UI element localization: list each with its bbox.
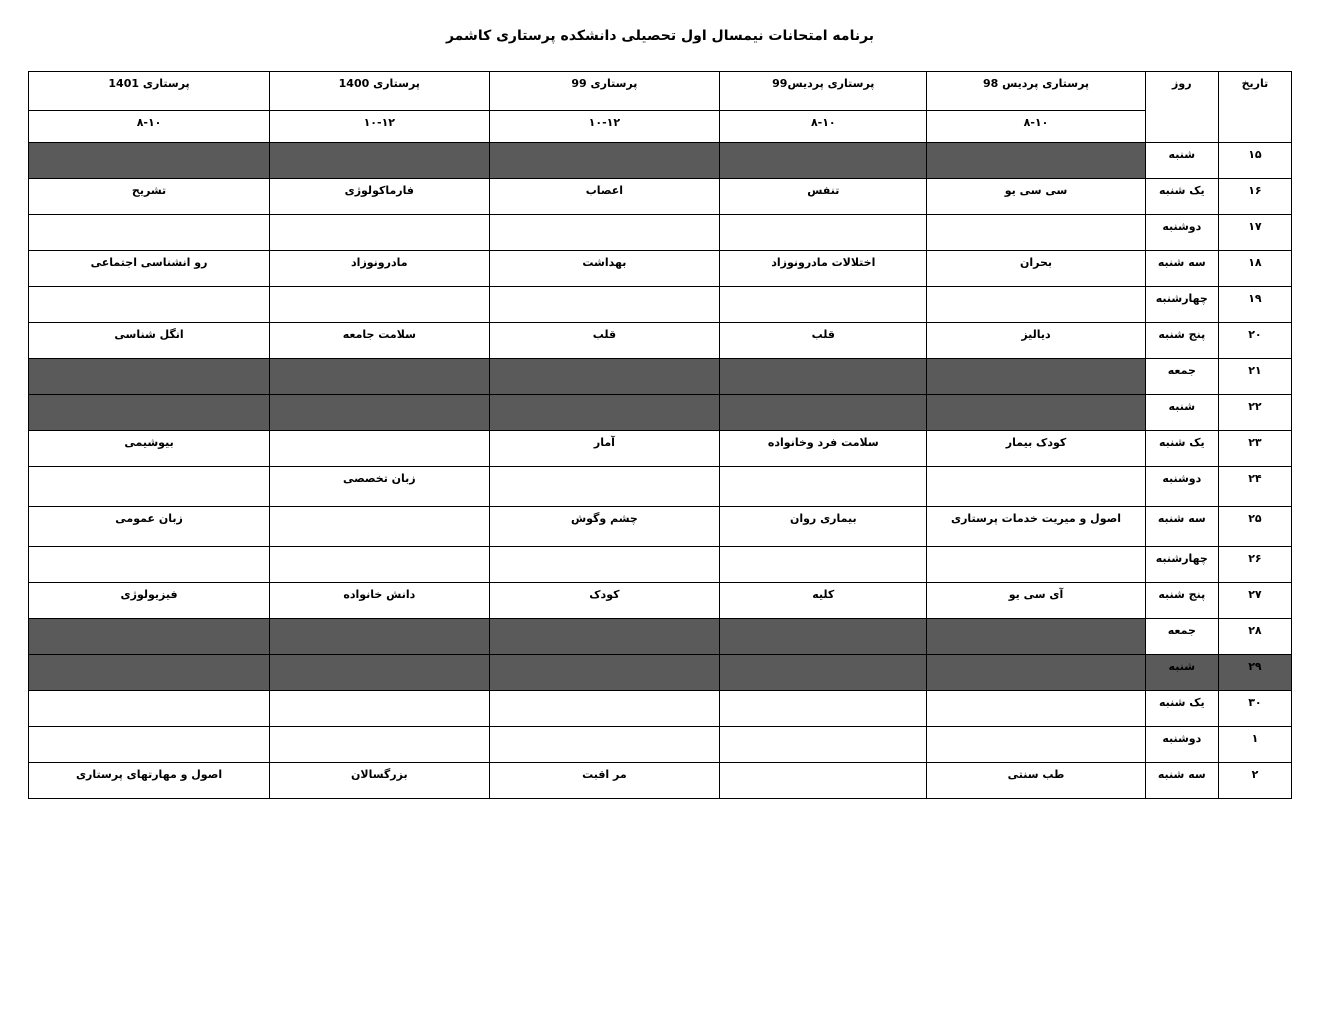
- day-cell: پنج شنبه: [1145, 323, 1218, 359]
- exam-cell: [927, 547, 1145, 583]
- page-title: برنامه امتحانات نیمسال اول تحصیلی دانشکده پرستاری کاشمر: [445, 28, 875, 44]
- exam-cell: کودک بیمار: [927, 431, 1145, 467]
- day-cell: دوشنبه: [1145, 215, 1218, 251]
- exam-cell: [489, 547, 720, 583]
- day-cell: چهارشنبه: [1145, 287, 1218, 323]
- group-header: پرستاری پردیس 98: [927, 72, 1145, 111]
- exam-cell: [29, 547, 270, 583]
- group-header: پرستاری پردیس99: [720, 72, 927, 111]
- date-cell: ۲: [1218, 763, 1291, 799]
- day-cell: دوشنبه: [1145, 467, 1218, 507]
- exam-cell: سی سی یو: [927, 179, 1145, 215]
- day-cell: یک شنبه: [1145, 179, 1218, 215]
- exam-cell: قلب: [489, 323, 720, 359]
- exam-cell: [720, 655, 927, 691]
- exam-cell: رو انشناسی اجتماعی: [29, 251, 270, 287]
- day-cell: شنبه: [1145, 143, 1218, 179]
- exam-cell: [927, 727, 1145, 763]
- exam-cell: [720, 467, 927, 507]
- exam-cell: [489, 287, 720, 323]
- exam-cell: [720, 287, 927, 323]
- exam-cell: [927, 691, 1145, 727]
- date-cell: ۲۱: [1218, 359, 1291, 395]
- exam-cell: [927, 655, 1145, 691]
- exam-cell: بهداشت: [489, 251, 720, 287]
- group-header: پرستاری 99: [489, 72, 720, 111]
- day-cell: یک شنبه: [1145, 431, 1218, 467]
- exam-cell: [489, 467, 720, 507]
- exam-cell: [489, 727, 720, 763]
- exam-cell: [270, 143, 489, 179]
- group-header: پرستاری 1400: [270, 72, 489, 111]
- exam-cell: [270, 727, 489, 763]
- table-row: [29, 727, 1292, 763]
- date-cell: ۱۵: [1218, 143, 1291, 179]
- date-cell: ۲۲: [1218, 395, 1291, 431]
- day-cell: چهارشنبه: [1145, 547, 1218, 583]
- exam-cell: [270, 395, 489, 431]
- date-cell: ۲۳: [1218, 431, 1291, 467]
- exam-cell: دانش خانواده: [270, 583, 489, 619]
- exam-cell: [489, 691, 720, 727]
- date-cell: ۲۸: [1218, 619, 1291, 655]
- exam-cell: تنفس: [720, 179, 927, 215]
- exam-cell: [29, 691, 270, 727]
- group-time: ۱۰-۱۲: [270, 111, 489, 143]
- exam-cell: [29, 655, 270, 691]
- exam-cell: [270, 431, 489, 467]
- date-cell: ۱۸: [1218, 251, 1291, 287]
- table-row: [29, 547, 1292, 583]
- exam-cell: [489, 359, 720, 395]
- day-cell: جمعه: [1145, 619, 1218, 655]
- date-cell: ۲۶: [1218, 547, 1291, 583]
- date-column-header: تاریخ: [1218, 72, 1291, 143]
- exam-cell: بیوشیمی: [29, 431, 270, 467]
- table-row: [29, 467, 1292, 507]
- day-cell: سه شنبه: [1145, 507, 1218, 547]
- exam-cell: اصول و میریت خدمات پرستاری: [927, 507, 1145, 547]
- exam-cell: [720, 763, 927, 799]
- exam-cell: اختلالات مادرونوزاد: [720, 251, 927, 287]
- table-row: [29, 507, 1292, 547]
- exam-cell: [720, 727, 927, 763]
- day-cell: دوشنبه: [1145, 727, 1218, 763]
- table-row: [29, 655, 1292, 691]
- group-time: ۸-۱۰: [927, 111, 1145, 143]
- exam-cell: [270, 359, 489, 395]
- table-row: [29, 763, 1292, 799]
- exam-cell: [720, 215, 927, 251]
- table-row: [29, 619, 1292, 655]
- table-row: [29, 431, 1292, 467]
- header-row-times: [29, 111, 1292, 143]
- exam-cell: [270, 507, 489, 547]
- exam-cell: [720, 691, 927, 727]
- exam-cell: سلامت فرد وخانواده: [720, 431, 927, 467]
- exam-cell: سلامت جامعه: [270, 323, 489, 359]
- exam-cell: اعصاب: [489, 179, 720, 215]
- day-cell: یک شنبه: [1145, 691, 1218, 727]
- exam-cell: [927, 395, 1145, 431]
- table-row: [29, 691, 1292, 727]
- exam-cell: [29, 215, 270, 251]
- table-row: [29, 359, 1292, 395]
- day-cell: سه شنبه: [1145, 763, 1218, 799]
- table-row: [29, 287, 1292, 323]
- exam-cell: [29, 143, 270, 179]
- exam-cell: [720, 619, 927, 655]
- exam-cell: چشم وگوش: [489, 507, 720, 547]
- exam-cell: [720, 143, 927, 179]
- exam-cell: [720, 359, 927, 395]
- exam-cell: [29, 727, 270, 763]
- date-cell: ۲۵: [1218, 507, 1291, 547]
- exam-cell: [927, 619, 1145, 655]
- exam-cell: آی سی یو: [927, 583, 1145, 619]
- group-header: پرستاری 1401: [29, 72, 270, 111]
- exam-cell: [489, 395, 720, 431]
- exam-cell: اصول و مهارتهای پرستاری: [29, 763, 270, 799]
- exam-cell: انگل شناسی: [29, 323, 270, 359]
- group-time: ۸-۱۰: [720, 111, 927, 143]
- table-row: [29, 323, 1292, 359]
- exam-cell: کودک: [489, 583, 720, 619]
- group-time: ۱۰-۱۲: [489, 111, 720, 143]
- exam-cell: فارماکولوژی: [270, 179, 489, 215]
- exam-schedule-table: [28, 71, 1292, 799]
- exam-cell: [489, 619, 720, 655]
- date-cell: ۲۷: [1218, 583, 1291, 619]
- exam-cell: دیالیز: [927, 323, 1145, 359]
- exam-cell: کلیه: [720, 583, 927, 619]
- exam-cell: [29, 467, 270, 507]
- day-cell: پنج شنبه: [1145, 583, 1218, 619]
- exam-cell: بحران: [927, 251, 1145, 287]
- exam-cell: [270, 547, 489, 583]
- exam-cell: [29, 395, 270, 431]
- exam-cell: [720, 547, 927, 583]
- exam-cell: [927, 359, 1145, 395]
- table-row: [29, 215, 1292, 251]
- date-cell: ۱۹: [1218, 287, 1291, 323]
- exam-cell: [270, 655, 489, 691]
- exam-cell: بیماری روان: [720, 507, 927, 547]
- exam-cell: قلب: [720, 323, 927, 359]
- date-cell: ۲۰: [1218, 323, 1291, 359]
- date-cell: ۱: [1218, 727, 1291, 763]
- date-cell: ۱۶: [1218, 179, 1291, 215]
- table-row: [29, 251, 1292, 287]
- exam-cell: [270, 215, 489, 251]
- exam-cell: [270, 691, 489, 727]
- date-cell: ۳۰: [1218, 691, 1291, 727]
- table-row: [29, 179, 1292, 215]
- exam-cell: مادرونوزاد: [270, 251, 489, 287]
- exam-cell: [927, 215, 1145, 251]
- exam-cell: [489, 143, 720, 179]
- table-row: [29, 583, 1292, 619]
- exam-cell: بزرگسالان: [270, 763, 489, 799]
- exam-cell: تشریح: [29, 179, 270, 215]
- exam-cell: [927, 467, 1145, 507]
- day-cell: شنبه: [1145, 395, 1218, 431]
- exam-cell: [29, 287, 270, 323]
- day-column-header: روز: [1145, 72, 1218, 143]
- date-cell: ۱۷: [1218, 215, 1291, 251]
- day-cell: شنبه: [1145, 655, 1218, 691]
- exam-cell: مر اقبت: [489, 763, 720, 799]
- table-row: [29, 143, 1292, 179]
- date-cell: ۲۹: [1218, 655, 1291, 691]
- exam-cell: [29, 619, 270, 655]
- exam-cell: آمار: [489, 431, 720, 467]
- date-cell: ۲۴: [1218, 467, 1291, 507]
- exam-cell: زبان تخصصی: [270, 467, 489, 507]
- exam-cell: [29, 359, 270, 395]
- exam-cell: [270, 287, 489, 323]
- exam-cell: [720, 395, 927, 431]
- day-cell: جمعه: [1145, 359, 1218, 395]
- exam-cell: طب سنتی: [927, 763, 1145, 799]
- group-time: ۸-۱۰: [29, 111, 270, 143]
- header-row-groups: [29, 72, 1292, 111]
- exam-cell: [927, 287, 1145, 323]
- day-cell: سه شنبه: [1145, 251, 1218, 287]
- exam-cell: [927, 143, 1145, 179]
- exam-cell: [270, 619, 489, 655]
- exam-cell: فیزیولوژی: [29, 583, 270, 619]
- table-row: [29, 395, 1292, 431]
- exam-cell: زبان عمومی: [29, 507, 270, 547]
- exam-cell: [489, 215, 720, 251]
- exam-cell: [489, 655, 720, 691]
